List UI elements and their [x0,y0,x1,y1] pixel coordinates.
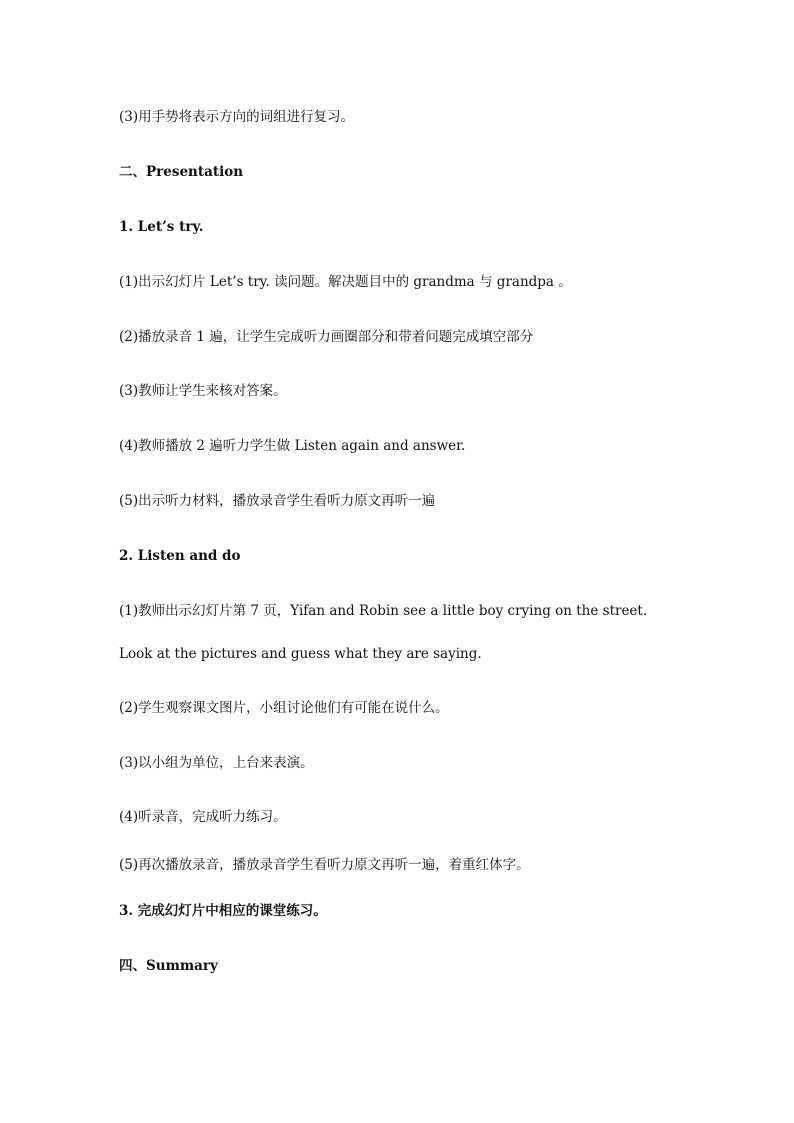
step-review-directions: (3)用手势将表示方向的词组进行复习。 [119,109,355,125]
step-check-answers: (3)教师让学生来核对答案。 [119,383,287,399]
step-play-recording: (2)播放录音 1 遍，让学生完成听力画圈部分和带着问题完成填空部分 [119,329,534,345]
step-slide-seven-continued: Look at the pictures and guess what they are saying. [119,646,482,662]
step-show-listening-material: (5)出示听力材料，播放录音学生看听力原文再听一遍 [119,493,436,509]
subheading-class-exercises: 3. 完成幻灯片中相应的课堂练习。 [119,903,327,919]
section-heading-presentation: 二、Presentation [119,164,244,180]
subheading-listen-and-do: 2. Listen and do [119,548,241,564]
step-show-slide: (1)出示幻灯片 Let’s try. 读问题。解决题目中的 grandma 与 grandpa 。 [119,274,572,290]
step-listening-exercise: (4)听录音，完成听力练习。 [119,809,287,825]
step-replay-recording: (5)再次播放录音，播放录音学生看听力原文再听一遍，着重红体字。 [119,857,530,873]
step-group-performance: (3)以小组为单位，上台来表演。 [119,755,314,771]
section-heading-summary: 四、Summary [119,958,218,974]
step-listen-again: (4)教师播放 2 遍听力学生做 Listen again and answer. [119,438,466,454]
subheading-lets-try: 1. Let’s try. [119,219,204,235]
step-observe-pictures: (2)学生观察课文图片，小组讨论他们有可能在说什么。 [119,700,449,716]
step-slide-seven: (1)教师出示幻灯片第 7 页，Yifan and Robin see a little boy crying on the street. [119,603,648,619]
